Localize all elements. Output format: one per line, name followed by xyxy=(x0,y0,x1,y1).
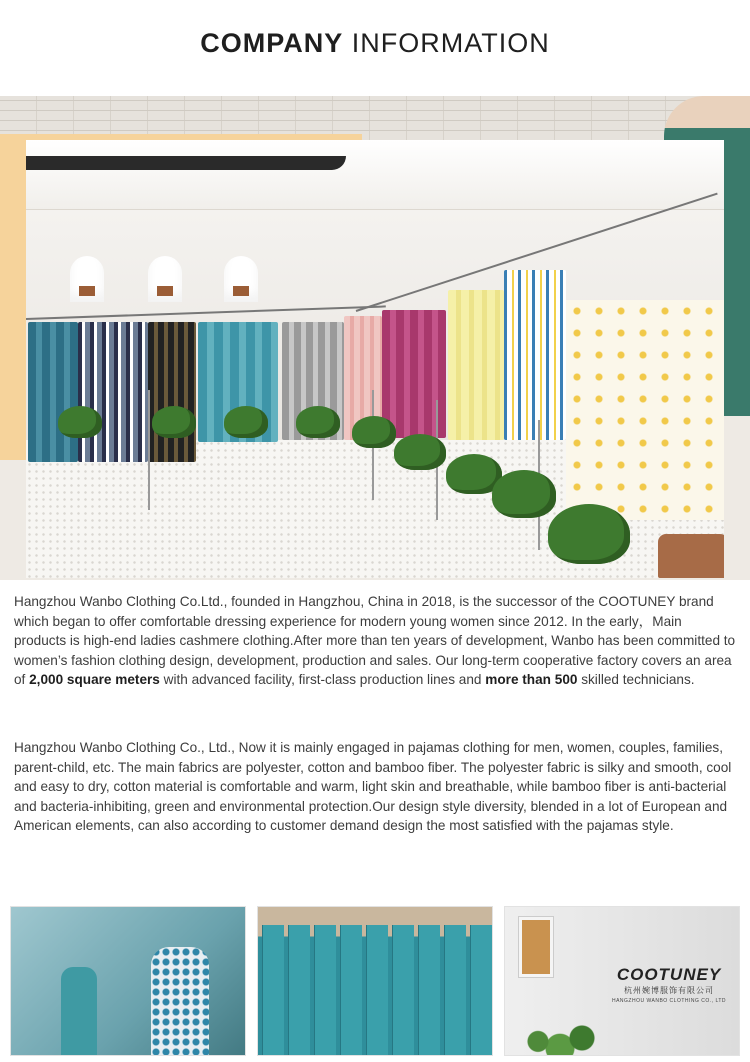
potted-plant xyxy=(352,416,396,448)
wall-poster xyxy=(519,917,553,977)
intro-text: Hangzhou Wanbo Clothing Co.Ltd., founded in Hangzhou, China in 2018, is the successor of the COOTUNEY brand which began to offer comfortable dressing experience for modern young women since 2012. In the early，Main products is high-end ladies cashmere clothing.After more than ten years of development, Wanbo has been committed to women’s fashion clothing design, development, production and sales. Our long-term cooperative factory covers an area of xyxy=(14,594,736,687)
gallery-photo-mannequins xyxy=(10,906,246,1056)
page-title xyxy=(0,28,750,59)
showroom-image xyxy=(26,140,724,578)
accent-bar-side xyxy=(0,140,26,460)
products-paragraph: Hangzhou Wanbo Clothing Co., Ltd., Now it is mainly engaged in pajamas clothing for men, women, couples, families, parent-child, etc. The main fabrics are polyester, cotton and bamboo fiber. The polyester fabric is silky and smooth, cool and easy to dry, cotton material is comfortable and warm, light skin and breathable, while bamboo fiber is anti-bacterial and bacteria-inhibiting, green and environmental protection.Our design style diversity, blended in a lot of European and American elements, can also according to customer demand design the most satisfied with the pajamas style. xyxy=(14,740,732,833)
hanging-clothes xyxy=(28,322,78,462)
wall-niche xyxy=(224,256,258,302)
wooden-stool xyxy=(658,534,724,578)
company-intro-paragraph xyxy=(14,592,736,690)
ceiling xyxy=(26,140,724,210)
title-light: INFORMATION xyxy=(351,28,550,58)
photo-gallery xyxy=(10,906,740,1056)
potted-plant xyxy=(548,504,630,564)
potted-plant xyxy=(492,470,556,518)
hanging-clothes xyxy=(504,270,566,440)
potted-plant xyxy=(394,434,446,470)
wall-niche xyxy=(70,256,104,302)
potted-plant xyxy=(224,406,268,438)
potted-plant xyxy=(152,406,196,438)
technician-count-highlight: more than 500 xyxy=(485,672,578,687)
plants xyxy=(505,1021,615,1055)
intro-text: with advanced facility, first-class production lines and xyxy=(159,672,486,687)
rail-pole xyxy=(148,390,150,510)
potted-plant xyxy=(58,406,102,438)
potted-plant xyxy=(296,406,340,438)
title-bold: COMPANY xyxy=(200,28,344,58)
gallery-photo-brand-wall xyxy=(504,906,740,1056)
gallery-photo-silk-pajamas xyxy=(257,906,493,1056)
hero-photo xyxy=(0,96,750,580)
brand-logo xyxy=(609,965,729,1004)
hanging-clothes xyxy=(148,322,196,462)
brand-logo-name: COOTUNEY xyxy=(616,965,722,984)
factory-area-highlight: 2,000 square meters xyxy=(29,672,160,687)
brand-logo-sub: HANGZHOU WANBO CLOTHING CO., LTD xyxy=(611,998,727,1004)
intro-text: skilled technicians. xyxy=(577,672,695,687)
lemon-print-pajamas xyxy=(566,300,724,520)
brand-logo-cn: 杭州婉博服饰有限公司 xyxy=(624,986,714,995)
hanging-clothes xyxy=(78,322,148,462)
wall-niche xyxy=(148,256,182,302)
hanging-clothes xyxy=(448,290,504,440)
